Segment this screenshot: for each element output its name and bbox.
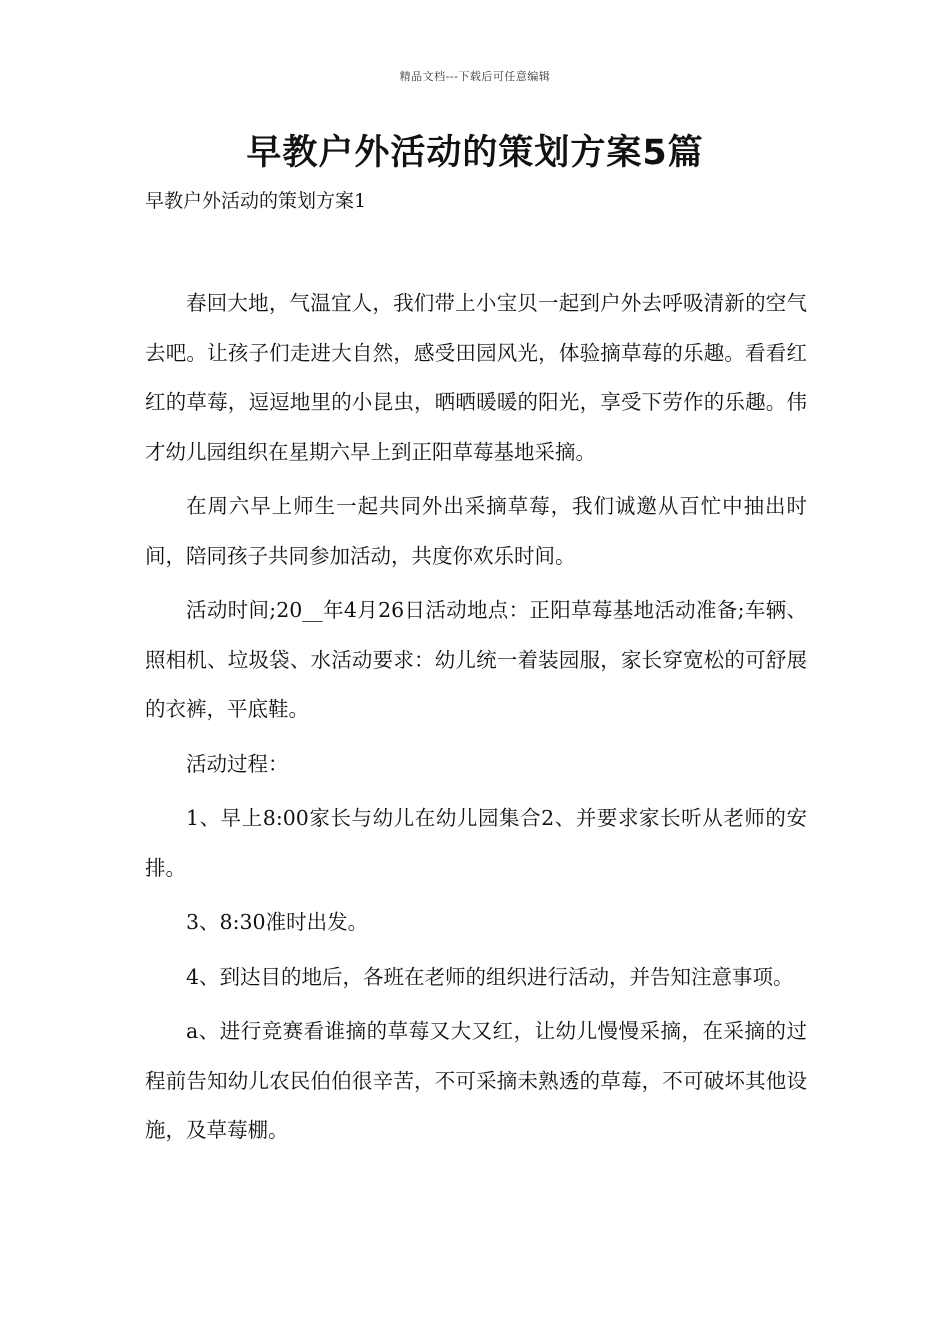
document-title: 早教户外活动的策划方案5篇	[246, 133, 704, 173]
paragraph: 1、早上8:00家长与幼儿在幼儿园集合2、并要求家长听从老师的安排。	[145, 806, 807, 880]
paragraph: 4、到达目的地后，各班在老师的组织进行活动，并告知注意事项。	[186, 964, 794, 989]
paragraph: 3、8:30准时出发。	[186, 910, 369, 934]
paragraph: 活动过程：	[186, 751, 289, 776]
paragraph: 在周六早上师生一起共同外出采摘草莓，我们诚邀从百忙中抽出时间，陪同孩子共同参加活动，共度你欢乐时间。	[145, 494, 807, 568]
paragraph: 春回大地，气温宜人，我们带上小宝贝一起到户外去呼吸清新的空气去吧。让孩子们走进大自然，感受田园风光，体验摘草莓的乐趣。看看红红的草莓，逗逗地里的小昆虫，晒晒暖暖的阳光，享受下劳作的乐趣。伟才幼儿园组织在星期六早上到正阳草莓基地采摘。	[145, 291, 807, 464]
header-note: 精品文档---下载后可任意编辑	[399, 70, 551, 83]
paragraph: a、进行竞赛看谁摘的草莓又大又红，让幼儿慢慢采摘，在采摘的过程前告知幼儿农民伯伯很辛苦，不可采摘未熟透的草莓，不可破坏其他设施，及草莓棚。	[145, 1019, 807, 1142]
section-title: 早教户外活动的策划方案1	[145, 190, 367, 212]
document-body	[145, 279, 807, 1161]
paragraph: 活动时间;20__年4月26日活动地点：正阳草莓基地活动准备;车辆、照相机、垃圾袋、水活动要求：幼儿统一着装园服，家长穿宽松的可舒展的衣裤，平底鞋。	[145, 598, 807, 721]
